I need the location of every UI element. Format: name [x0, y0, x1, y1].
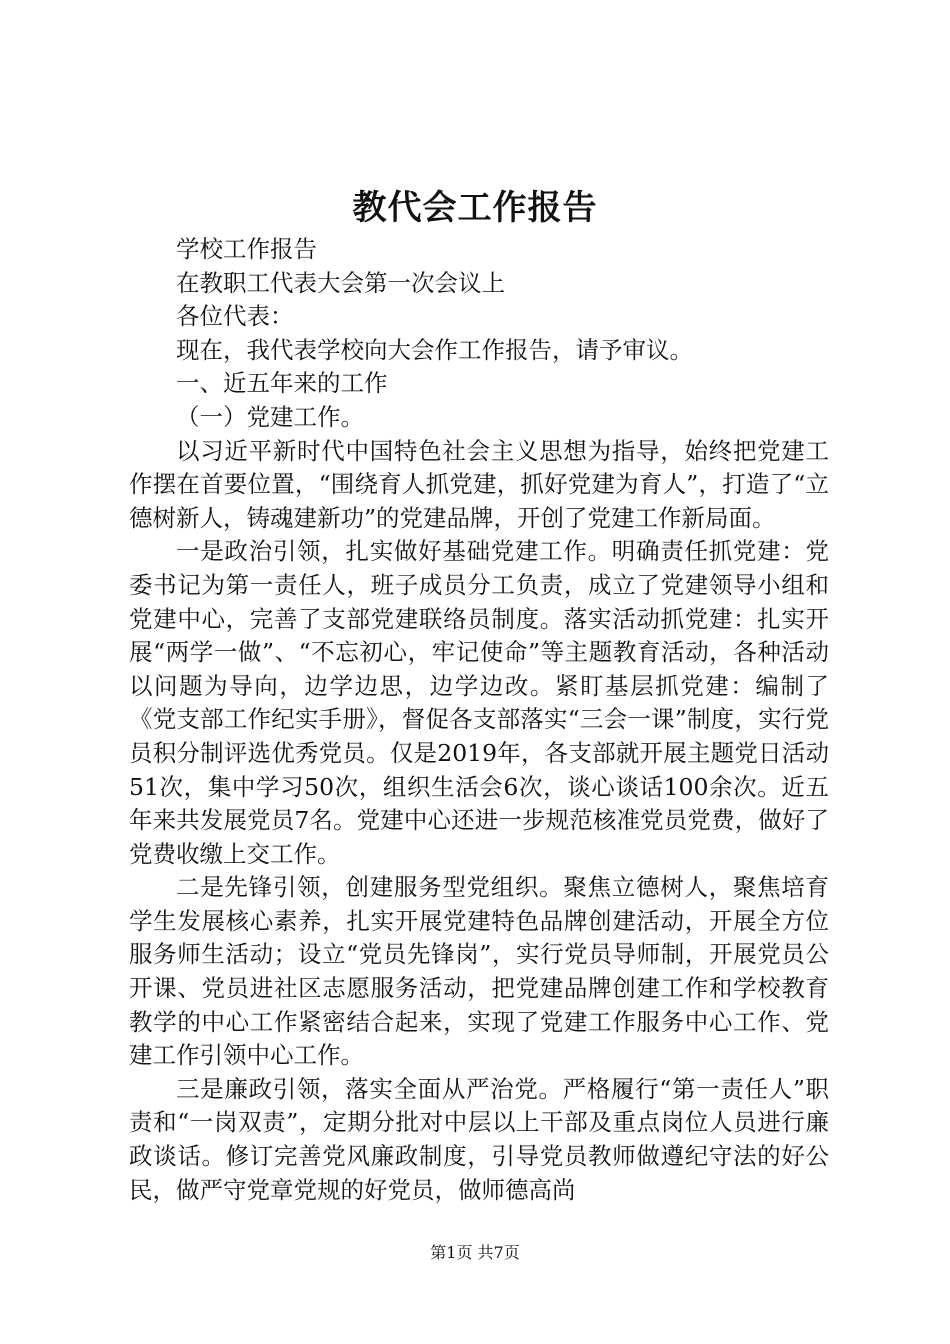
section-heading-1: 一、近五年来的工作	[176, 369, 388, 398]
page-footer: 第1页 共7页	[430, 1243, 520, 1262]
document-body	[129, 233, 829, 1207]
paragraph-salutation: 各位代表：	[176, 302, 294, 331]
paragraph-integrity-leadership: 三是廉政引领，落实全面从严治党。严格履行“第一责任人”职责和“一岗双责”，定期分批对中层以上干部及重点岗位人员进行廉政谈话。修订完善党风廉政制度，引导党员教师做遵纪守法的好公民，做严守党章党规的好党员，做师德高尚	[129, 1074, 829, 1204]
paragraph-political-leadership: 一是政治引领，扎实做好基础党建工作。明确责任抓党建：党委书记为第一责任人，班子成员分工负责，成立了党建领导小组和党建中心，完善了支部党建联络员制度。落实活动抓党建：扎实开展“两学一做”、“不忘初心，牢记使命”等主题教育活动，各种活动以问题为导向，边学边思，边学边改。紧盯基层抓党建：编制了《党支部工作纪实手册》，督促各支部落实“三会一课”制度，实行党员积分制评选优秀党员。仅是2019年，各支部就开展主题党日活动51次，集中学习50次，组织生活会6次，谈心谈话100余次。近五年来共发展党员7名。党建中心还进一步规范核准党员党费，做好了党费收缴上交工作。	[129, 537, 829, 868]
paragraph-report-name: 学校工作报告	[176, 235, 317, 263]
paragraph-party-building: 以习近平新时代中国特色社会主义思想为指导，始终把党建工作摆在首要位置，“围绕育人抓党建，抓好党建为育人”，打造了“立德树新人，铸魂建新功”的党建品牌，开创了党建工作新局面。	[129, 436, 829, 532]
paragraph-opening: 现在，我代表学校向大会作工作报告，请予审议。	[176, 335, 693, 364]
paragraph-pioneer-leadership: 二是先锋引领，创建服务型党组织。聚焦立德树人，聚焦培育学生发展核心素养，扎实开展党建特色品牌创建活动，开展全方位服务师生活动；设立“党员先锋岗”，实行党员导师制，开展党员公开课、党员进社区志愿服务活动，把党建品牌创建工作和学校教育教学的中心工作紧密结合起来，实现了党建工作服务中心工作、党建工作引领中心工作。	[129, 873, 829, 1070]
document-title: 教代会工作报告	[352, 188, 598, 228]
subsection-heading-1: （一）党建工作。	[176, 402, 364, 431]
paragraph-meeting: 在教职工代表大会第一次会议上	[176, 268, 505, 297]
